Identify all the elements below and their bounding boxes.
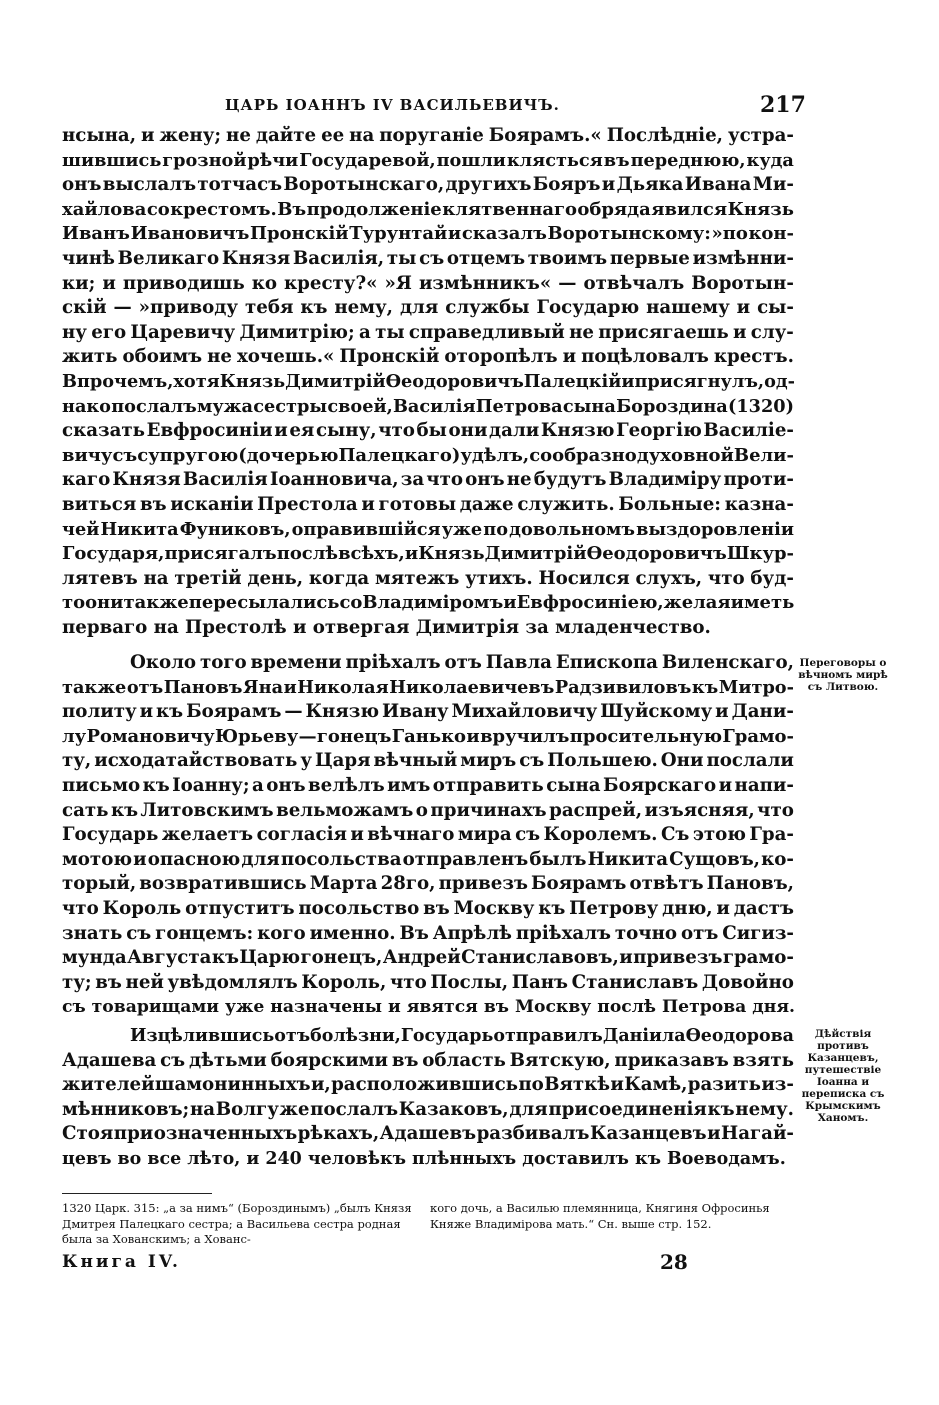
text-line: Государь желаетъ согласія и вѣчнаго мира съ Королемъ. Съ этою Гра- — [62, 824, 794, 846]
text-line: Иванъ Ивановичъ Пронскій Турунтай и сказалъ Воротынскому: »по кон- — [62, 223, 794, 245]
text-line: нсына, и жену; не дайте ее на поруганіе Боярамъ.« Послѣдніе, устра- — [62, 125, 794, 146]
running-title: ЦАРЬ IOАННЪ IV ВАСИЛЬЕВИЧЪ. — [225, 96, 560, 114]
text-line: мѣнниковъ; на Волгу же послалъ Казаковъ, для присоединенія къ нему. — [62, 1098, 794, 1120]
text-line: ну его Царевичу Димитрію; а ты справедливый не присягаешь и слу- — [62, 321, 794, 343]
text-line: мотою и опасною для посольства отправленъ былъ Никита Сущовъ, ко- — [62, 848, 794, 870]
text-line: перваго на Престолѣ и отвергая Димитрія за младенчество. — [62, 616, 711, 638]
text-line: Около того времени пріѣхалъ отъ Павла Епископа Виленскаго, — [130, 652, 794, 673]
text-line: знать съ гонцемъ: кого именно. Въ Апрѣлѣ пріѣхалъ точно отъ Сигиз- — [62, 922, 794, 944]
text-line: жителей шамонинныхъ и, расположившись по Вяткѣ и Камѣ, разить из- — [62, 1074, 794, 1096]
text-line: лятевъ на третій день, когда мятежъ утихъ. Носился слухъ, что буд- — [62, 567, 794, 589]
paragraph-3 — [62, 1024, 794, 1172]
footnote-right-column: кого дочь, а Василью племянница, Княгиня Офросинья Княже Владимірова мать.“ Сн. выше стр. 152. — [430, 1201, 770, 1231]
text-line: ту; въ ней увѣдомлялъ Король, что Послы, Панъ Станиславъ Довойно — [62, 971, 794, 993]
text-line: виться въ исканіи Престола и готовы даже служить. Больные: казна- — [62, 493, 794, 515]
margin-note-peace-talks: Переговоры о вѣчномъ мирѣ съ Литвою. — [798, 657, 888, 693]
text-line: сать къ Литовскимъ вельможамъ о причинахъ распрей, изъясняя, что — [62, 799, 794, 821]
text-line: Впрочемъ, хотя Князь Димитрій Ѳеодоровичъ Палецкій и присягнулъ, од- — [62, 370, 795, 392]
text-line: нако послалъ мужа сестры своей, Василія Петрова сына Бороздина (1320) — [62, 395, 794, 417]
text-line: Изцѣлившись отъ болѣзни, Государь отправилъ Даніила Ѳеодорова — [130, 1026, 794, 1046]
text-line: также отъ Пановъ Яна и Николая Николаевичевъ Радзивиловъ къ Митро- — [62, 676, 794, 698]
footnote-rule — [62, 1193, 212, 1194]
text-line: хайлова со крестомъ. Въ продолженіе клятвеннаго обряда явился Князь — [62, 198, 794, 220]
text-line: каго Князя Василія Іоанновича, за что онъ не будутъ Владиміру проти- — [62, 469, 794, 491]
text-line: то они также пересылались со Владиміромъ и Евфросиніею, желая иметь — [62, 592, 795, 614]
text-line: вичу съ супругою (дочерью Палецкаго) удѣлъ, сообразно духовной Вели- — [62, 444, 794, 466]
text-line: съ товарищами уже назначены и явятся въ Москву послѣ Петрова дня. — [62, 997, 796, 1018]
footnote-left-column: 1320 Царк. 315: „а за нимъ“ (Бороздинымъ) „былъ Князя Дмитрея Палецкаго сестра; а Васильева сестра родная была за Хованскимъ; а Хованс- — [62, 1201, 412, 1246]
text-line: ту, исходатайствовать у Царя вѣчный миръ съ Польшею. Они послали — [62, 750, 794, 772]
text-line: сказать Евфросиніи и ея сыну, что бы они дали Князю Георгію Василіе- — [62, 420, 794, 442]
text-line: скій — »приводу тебя къ нему, для службы Государю нашему и сы- — [62, 297, 794, 319]
text-line: чей Никита Фуниковъ, оправившійся уже по довольномъ выздоровленіи — [62, 518, 794, 540]
text-line: лу Романовичу Юрьеву — гонецъ Ганько и вручилъ просительную Грамо- — [62, 725, 794, 747]
margin-note-kazan-actions: Дѣйствія противъ Казанцевъ, путешествіе Іоанна и переписка съ Крымскимъ Ханомъ. — [801, 1028, 885, 1124]
text-line: политу и къ Боярамъ — Князю Ивану Михайловичу Шуйскому и Дани- — [62, 701, 794, 723]
text-line: чинѣ Великаго Князя Василія, ты съ отцемъ твоимъ первые измѣнни- — [62, 247, 794, 269]
paragraph-2 — [62, 651, 794, 1020]
text-line: ки; и приводишь ко кресту?« »Я измѣнникъ« — отвѣчалъ Воротын- — [62, 272, 794, 294]
text-line: шившись грозной рѣчи Государевой, пошли клясться въ переднюю, куда — [62, 149, 794, 171]
text-line: письмо къ Іоанну; а онъ велѣлъ имъ отправить сына Боярскаго и напи- — [62, 774, 794, 796]
text-line: онъ выслалъ тотчасъ Воротынскаго, другихъ Бояръ и Дьяка Ивана Ми- — [62, 174, 794, 196]
text-line: жить обоимъ не хочешь.« Пронскій оторопѣлъ и поцѣловалъ крестъ. — [62, 346, 794, 368]
paragraph-1 — [62, 124, 794, 640]
signature-number: 28 — [660, 1250, 688, 1274]
text-line: торый, возвратившись Марта 28го, привезъ Боярамъ отвѣтъ Пановъ, — [62, 873, 794, 895]
text-line: мунда Августа къ Царю гонецъ, Андрей Станиславовъ, и привезъ грамо- — [62, 947, 794, 969]
text-line: цевъ во все лѣто, и 240 человѣкъ плѣнныхъ доставилъ къ Воеводамъ. — [62, 1148, 786, 1169]
text-line: Адашева съ дѣтьми боярскими въ область Вятскую, приказавъ взять — [62, 1049, 794, 1071]
signature-book: Книга IV. — [62, 1252, 181, 1272]
text-line: что Король отпуститъ посольство въ Москву къ Петрову дню, и дастъ — [62, 897, 794, 919]
page-number: 217 — [760, 92, 806, 118]
text-line: Стоя при означенныхъ рѣкахъ, Адашевъ разбивалъ Казанцевъ и Нагай- — [62, 1123, 794, 1145]
text-line: Государя, присягалъ послѣ всѣхъ, и Князь Димитрій Ѳеодоровичъ Шкур- — [62, 543, 794, 565]
